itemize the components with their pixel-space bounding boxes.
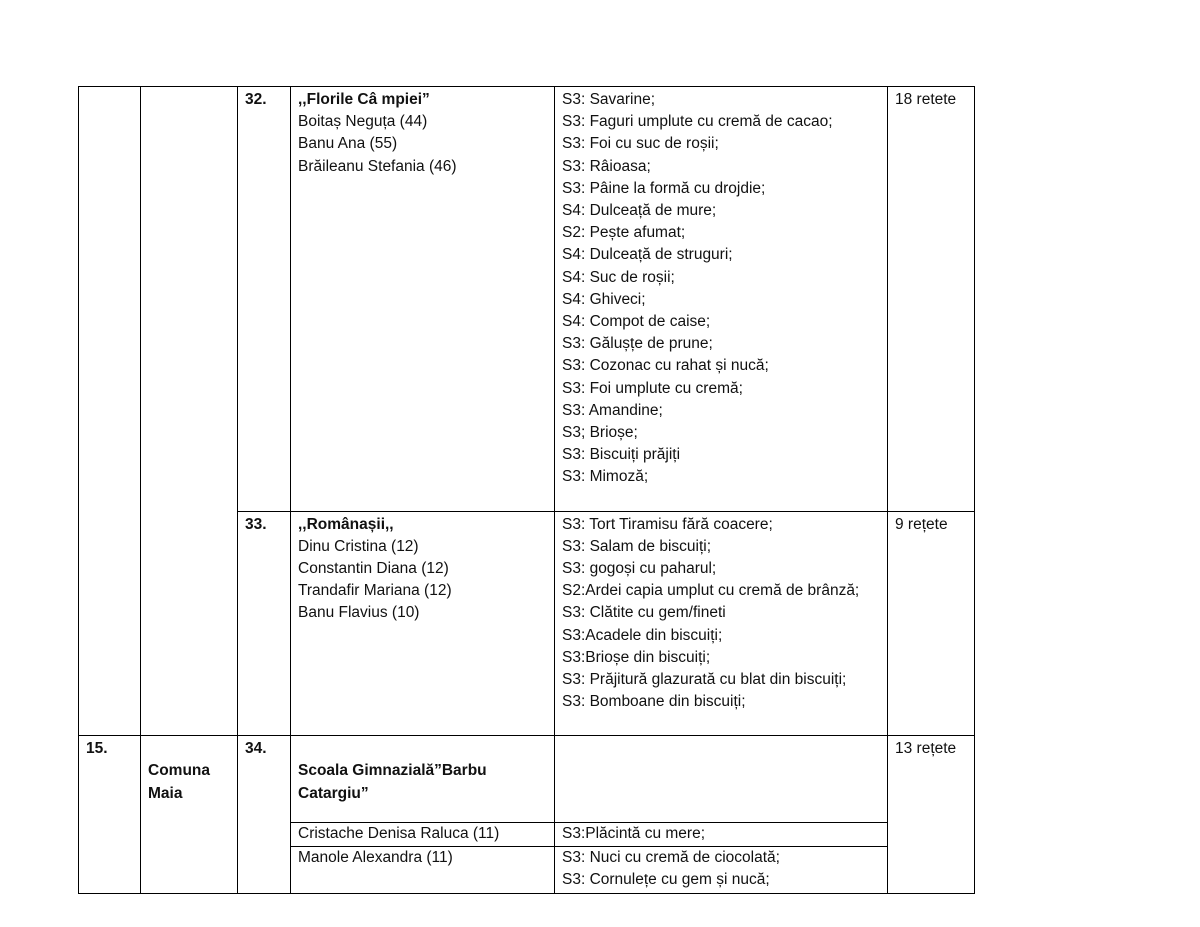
recipe-item: S3: Cornulețe cu gem și nucă; (562, 870, 770, 888)
recipes-cell (555, 87, 888, 512)
team-cell (291, 87, 555, 512)
recipe-item: S3; Brioșe; (562, 424, 638, 442)
recipe-total: 18 retete (888, 87, 975, 512)
recipes-cell (555, 846, 888, 893)
team-number: 33. (238, 511, 291, 736)
team-name: ,,Românașii,, (298, 515, 394, 533)
team-member: Trandafir Mariana (12) (298, 582, 452, 600)
recipe-item: S3: Mimoză; (562, 468, 649, 486)
recipe-item: S3: Cozonac cu rahat și nucă; (562, 357, 769, 375)
recipe-item: S3: Amandine; (562, 401, 663, 419)
section-number: 15. (79, 736, 141, 894)
recipe-item: S3:Acadele din biscuiți; (562, 626, 723, 644)
recipe-total: 9 rețete (888, 511, 975, 736)
recipe-item: S3: Bomboane din biscuiți; (562, 693, 746, 711)
recipe-item: S3: Pâine la formă cu drojdie; (562, 179, 766, 197)
recipe-item: S3: Biscuiți prăjiți (562, 446, 681, 464)
empty-cell (141, 87, 238, 736)
recipe-item: S4: Dulceață de mure; (562, 202, 717, 220)
team-number: 32. (238, 87, 291, 512)
student-name: Cristache Denisa Raluca (11) (291, 823, 555, 846)
recipe-item: S3: Clătite cu gem/fineti (562, 604, 726, 622)
team-name: ,,Florile Câ mpiei” (298, 91, 430, 108)
recipe-item: S3: Savarine; (562, 91, 656, 108)
recipe-total: 13 rețete (888, 736, 975, 894)
team-number: 34. (238, 736, 291, 894)
table-row (79, 87, 975, 512)
recipes-cell (555, 511, 888, 736)
recipe-item: S3: Prăjitură glazurată cu blat din biscuiți; (562, 671, 847, 689)
recipe-item: S3: Foi cu suc de roșii; (562, 135, 719, 153)
recipe-item: S2:Ardei capia umplut cu cremă de brânză; (562, 582, 860, 600)
locality-cell (141, 736, 238, 894)
recipe-item: S4: Dulceață de struguri; (562, 246, 733, 264)
recipe-item: S4: Compot de caise; (562, 313, 711, 331)
recipe-item: S2: Pește afumat; (562, 224, 686, 242)
empty-cell (79, 87, 141, 736)
team-member: Boitaș Neguța (44) (298, 113, 428, 131)
team-member: Banu Flavius (10) (298, 604, 420, 622)
school-name: Scoala Gimnazială”Barbu Catargiu” (298, 762, 487, 802)
team-member: Banu Ana (55) (298, 135, 398, 153)
team-member: Brăileanu Stefania (46) (298, 157, 457, 175)
recipes-cell (555, 823, 888, 846)
table-row (79, 736, 975, 823)
recipe-item: S4: Suc de roșii; (562, 268, 675, 286)
recipe-item: S3: Faguri umplute cu cremă de cacao; (562, 113, 833, 131)
recipe-item: S3: Foi umplute cu cremă; (562, 379, 743, 397)
recipe-item: S3:Plăcintă cu mere; (562, 825, 706, 843)
recipe-item: S3: Nuci cu cremă de ciocolată; (562, 848, 780, 866)
recipe-item: S3: Gălușțe de prune; (562, 335, 713, 353)
document-table (78, 86, 975, 894)
recipe-item: S3:Brioșe din biscuiți; (562, 648, 711, 666)
recipe-item: S3: Salam de biscuiți; (562, 537, 712, 555)
recipe-item: S3: Tort Tiramisu fără coacere; (562, 515, 773, 533)
team-member: Constantin Diana (12) (298, 560, 449, 578)
recipe-item: S4: Ghiveci; (562, 290, 646, 308)
locality-name: Comuna Maia (148, 762, 210, 802)
team-member: Dinu Cristina (12) (298, 537, 419, 555)
student-name: Manole Alexandra (11) (291, 846, 555, 893)
empty-cell (555, 736, 888, 823)
recipe-item: S3: Râioasa; (562, 157, 651, 175)
recipe-item: S3: gogoși cu paharul; (562, 560, 717, 578)
school-cell (291, 736, 555, 823)
team-cell (291, 511, 555, 736)
